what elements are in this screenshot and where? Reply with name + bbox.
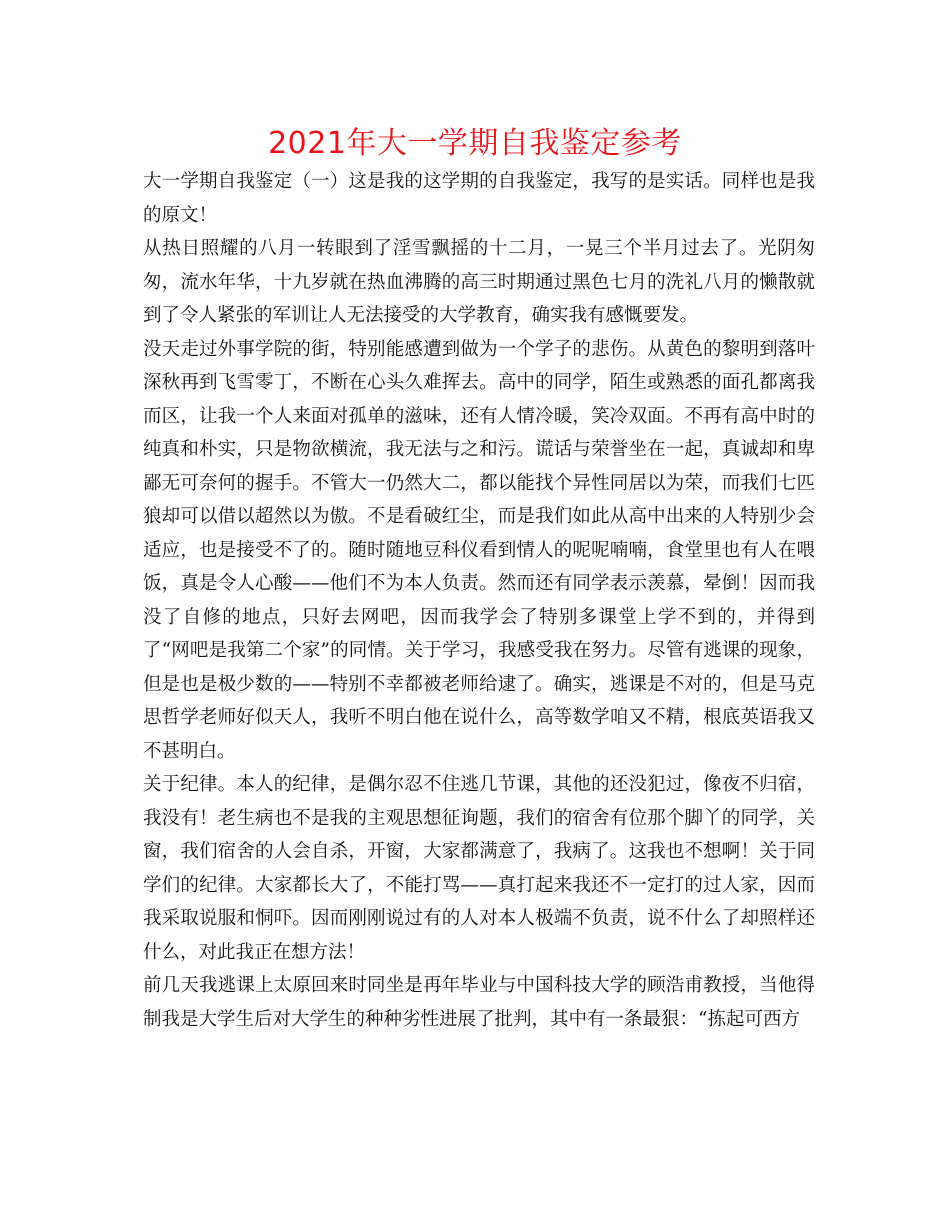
document-title: 2021年大一学期自我鉴定参考 (268, 126, 682, 161)
paragraph-1: 大一学期自我鉴定（一）这是我的这学期的自我鉴定，我写的是实话。同样也是我的原文！ (143, 171, 815, 226)
paragraph-4: 关于纪律。本人的纪律，是偶尔忍不住逃几节课，其他的还没犯过，像夜不归宿，我没有！老生病也不是我的主观思想征询题，我们的宿舍有位那个脚丫的同学，关窗，我们宿舍的人会自杀，开窗，大家都满意了，我病了。这我也不想啊！关于同学们的纪律。大家都长大了，不能打骂——真打起来我还不一定打的过人家，因而我采取说服和恫吓。因而刚刚说过有的人对本人极端不负责，说不什么了却照样还什么，对此我正在想方法！ (143, 774, 815, 963)
paragraph-5: 前几天我逃课上太原回来时同坐是再年毕业与中国科技大学的顾浩甫教授，当他得制我是大学生后对大学生的种种劣性进展了批判，其中有一条最狠：“拣起可西方 (143, 975, 815, 1030)
paragraph-3: 没天走过外事学院的街，特别能感遭到做为一个学子的悲伤。从黄色的黎明到落叶深秋再到飞雪零丁，不断在心头久难挥去。高中的同学，陌生或熟悉的面孔都离我而区，让我一个人来面对孤单的滋味，还有人情冷暖，笑冷双面。不再有高中时的纯真和朴实，只是物欲横流，我无法与之和污。谎话与荣誉坐在一起，真诚却和卑鄙无可奈何的握手。不管大一仍然大二，都以能找个异性同居以为荣，而我们七匹狼却可以借以超然以为傲。不是看破红尘，而是我们如此从高中出来的人特别少会适应，也是接受不了的。随时随地豆科仪看到情人的呢呢喃喃，食堂里也有人在喂饭，真是令人心酸——他们不为本人负责。然而还有同学表示羡慕，晕倒！因而我没了自修的地点，只好去网吧，因而我学会了特别多课堂上学不到的，并得到了“网吧是我第二个家”的同情。关于学习，我感受我在努力。尽管有逃课的现象，但是也是极少数的——特别不幸都被老师给逮了。确实，逃课是不对的，但是马克思哲学老师好似天人，我听不明白他在说什么，高等数学咱又不精，根底英语我又不甚明白。 (143, 338, 815, 762)
paragraph-2: 从热日照耀的八月一转眼到了淫雪飘摇的十二月，一晃三个半月过去了。光阴匆匆，流水年华，十九岁就在热血沸腾的高三时期通过黑色七月的洗礼八月的懒散就到了令人紧张的军训让人无法接受的大学教育，确实我有感慨要发。 (143, 238, 815, 326)
document-body (143, 165, 815, 1036)
